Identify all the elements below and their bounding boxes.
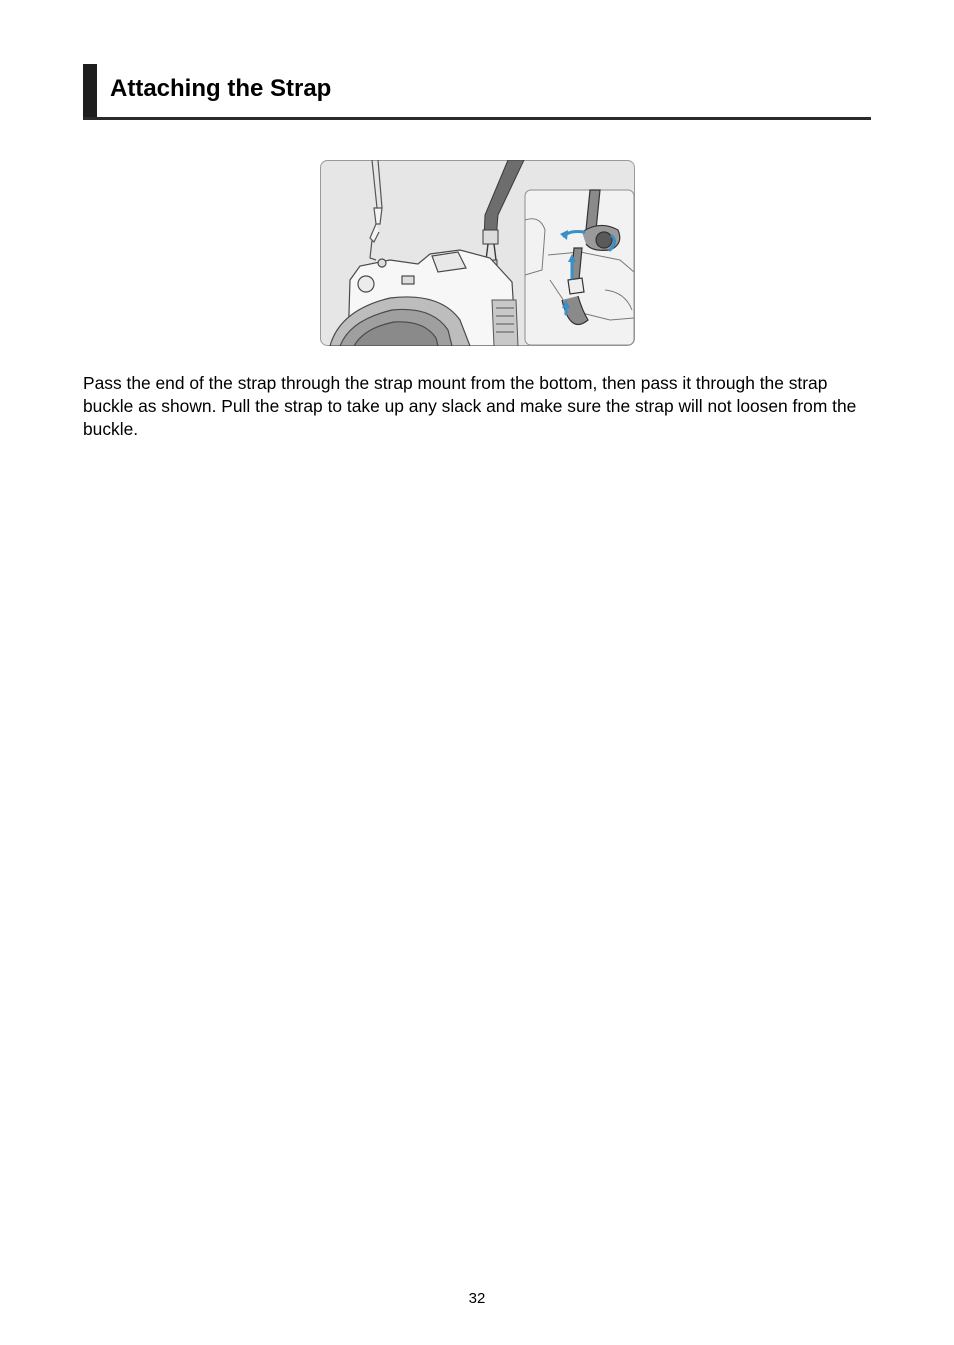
instruction-paragraph: Pass the end of the strap through the strap mount from the bottom, then pass it through the strap buckle as shown. Pull the strap to take up any slack and make sure the strap will not loosen from the buckle. — [83, 373, 857, 439]
section-title: Attaching the Strap — [110, 75, 332, 102]
section-heading — [83, 64, 871, 120]
heading-accent-bar — [83, 64, 97, 117]
strap-attachment-illustration — [320, 160, 635, 346]
camera-grip-icon — [492, 300, 518, 346]
page-number: 32 — [468, 1290, 486, 1307]
